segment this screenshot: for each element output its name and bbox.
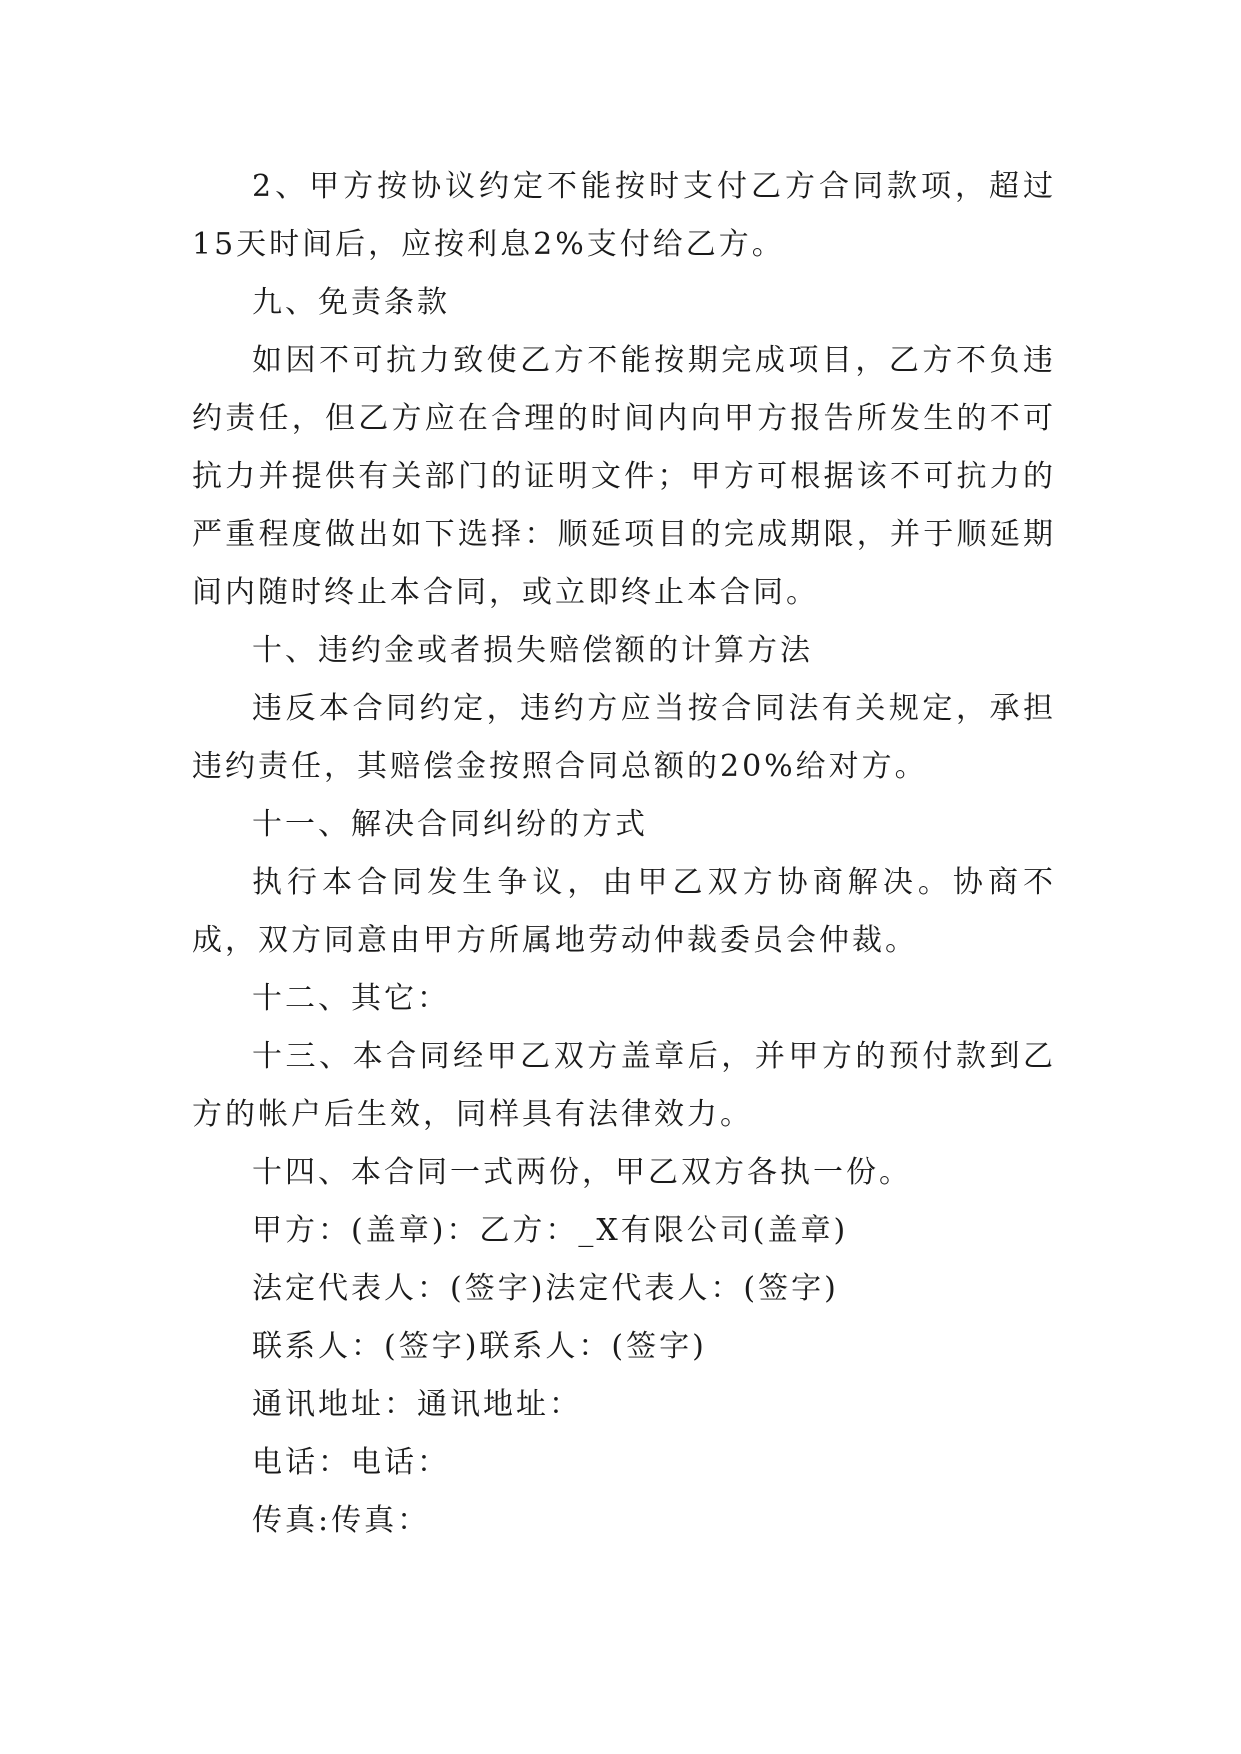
- heading-exemption: 九、免责条款: [252, 285, 450, 320]
- paragraph-dispute: 执行本合同发生争议，由甲乙双方协商解决。协商不成，双方同意由甲方所属地劳动仲裁委员会仲裁。: [192, 865, 1056, 958]
- signature-representative-line: 法定代表人：(签字)法定代表人：(签字): [252, 1271, 839, 1306]
- paragraph-copies: 十四、本合同一式两份，甲乙双方各执一份。: [252, 1155, 912, 1190]
- signature-party-line: 甲方：(盖章)：乙方：_X有限公司(盖章): [252, 1213, 849, 1248]
- paragraph-effectiveness: 十三、本合同经甲乙双方盖章后，并甲方的预付款到乙方的帐户后生效，同样具有法律效力。: [192, 1039, 1056, 1132]
- fax-line: 传真:传真：: [252, 1503, 431, 1538]
- paragraph-force-majeure: 如因不可抗力致使乙方不能按期完成项目，乙方不负违约责任，但乙方应在合理的时间内向甲方报告所发生的不可抗力并提供有关部门的证明文件；甲方可根据该不可抗力的严重程度做出如下选择：顺延项目的完成期限，并于顺延期间内随时终止本合同，或立即终止本合同。: [192, 343, 1056, 610]
- paragraph-late-payment: 2、甲方按协议约定不能按时支付乙方合同款项，超过15天时间后，应按利息2%支付给乙方。: [192, 169, 1056, 262]
- heading-dispute-resolution: 十一、解决合同纠纷的方式: [252, 807, 648, 842]
- heading-other: 十二、其它：: [252, 981, 450, 1016]
- address-line: 通讯地址：通讯地址：: [252, 1387, 582, 1422]
- paragraph-penalty: 违反本合同约定，违约方应当按合同法有关规定，承担违约责任，其赔偿金按照合同总额的20%给对方。: [192, 691, 1056, 784]
- document-body: [192, 158, 1056, 1550]
- phone-line: 电话：电话：: [252, 1445, 450, 1480]
- heading-penalty-calculation: 十、违约金或者损失赔偿额的计算方法: [252, 633, 813, 668]
- signature-contact-line: 联系人：(签字)联系人：(签字): [252, 1329, 707, 1364]
